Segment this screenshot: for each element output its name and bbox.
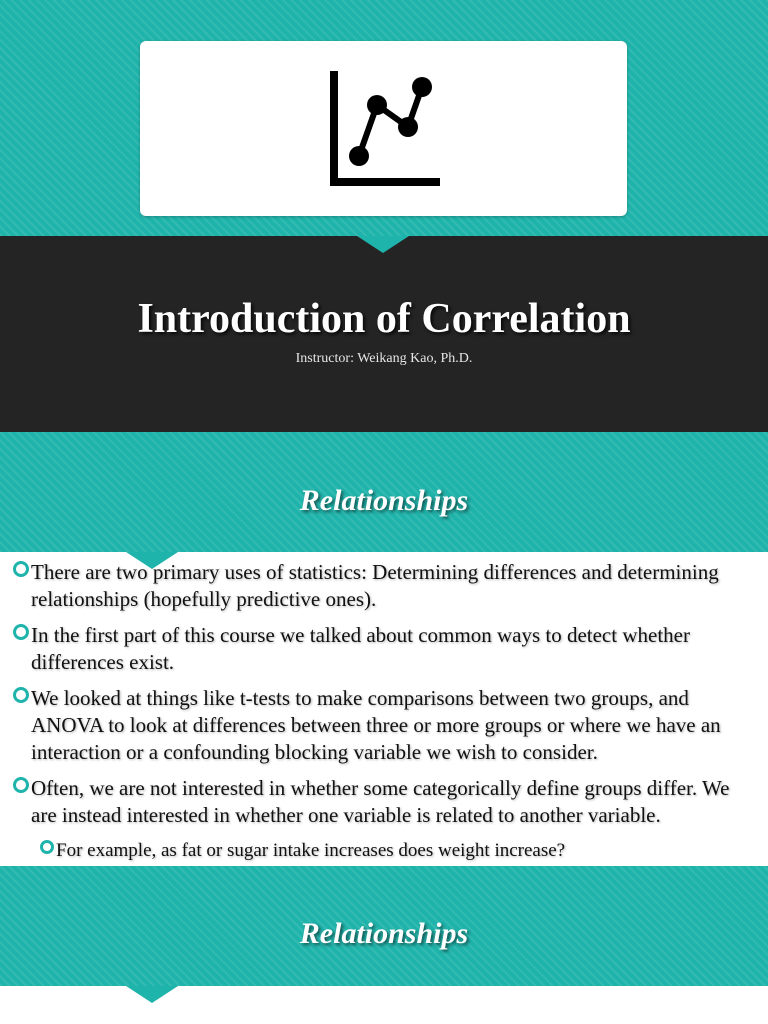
bullet-item — [0, 622, 768, 676]
bullet-ring-icon — [13, 777, 29, 793]
bullet-list — [0, 559, 768, 872]
bullet-text: Often, we are not interested in whether some categorically define groups differ. We are instead interested in whether one variable is related to another variable. — [31, 776, 730, 827]
bullet-text: In the first part of this course we talked about common ways to detect whether differences exist. — [31, 623, 690, 674]
line-chart-icon — [330, 71, 440, 186]
bullet-ring-icon — [13, 687, 29, 703]
slide2-heading: Relationships — [299, 484, 469, 517]
bullet-item — [0, 775, 768, 829]
bullet-ring-icon — [40, 840, 54, 854]
bullet-item — [0, 685, 768, 766]
title-band-notch — [357, 236, 409, 253]
logo-card — [140, 41, 627, 216]
bullet-text: For example, as fat or sugar intake increases does weight increase? — [56, 840, 566, 861]
slide-subtitle: Instructor: Weikang Kao, Ph.D. — [295, 351, 473, 366]
bullet-ring-icon — [13, 624, 29, 640]
bullet-text: There are two primary uses of statistics: Determining differences and determining relationships (hopefully predictive ones). — [31, 560, 719, 611]
sub-bullet-item — [0, 838, 768, 863]
bullet-item — [0, 559, 768, 613]
slide3-heading: Relationships — [299, 917, 469, 950]
bullet-ring-icon — [13, 561, 29, 577]
slide3-content-area — [0, 986, 768, 1024]
slide3-header-notch — [126, 986, 178, 1003]
bullet-text: We looked at things like t-tests to make comparisons between two groups, and ANOVA to look at differences between three or more groups or where we have an interaction or a confounding blocking variable we wish to consider. — [31, 686, 721, 764]
slide-title: Introduction of Correlation — [137, 296, 631, 342]
